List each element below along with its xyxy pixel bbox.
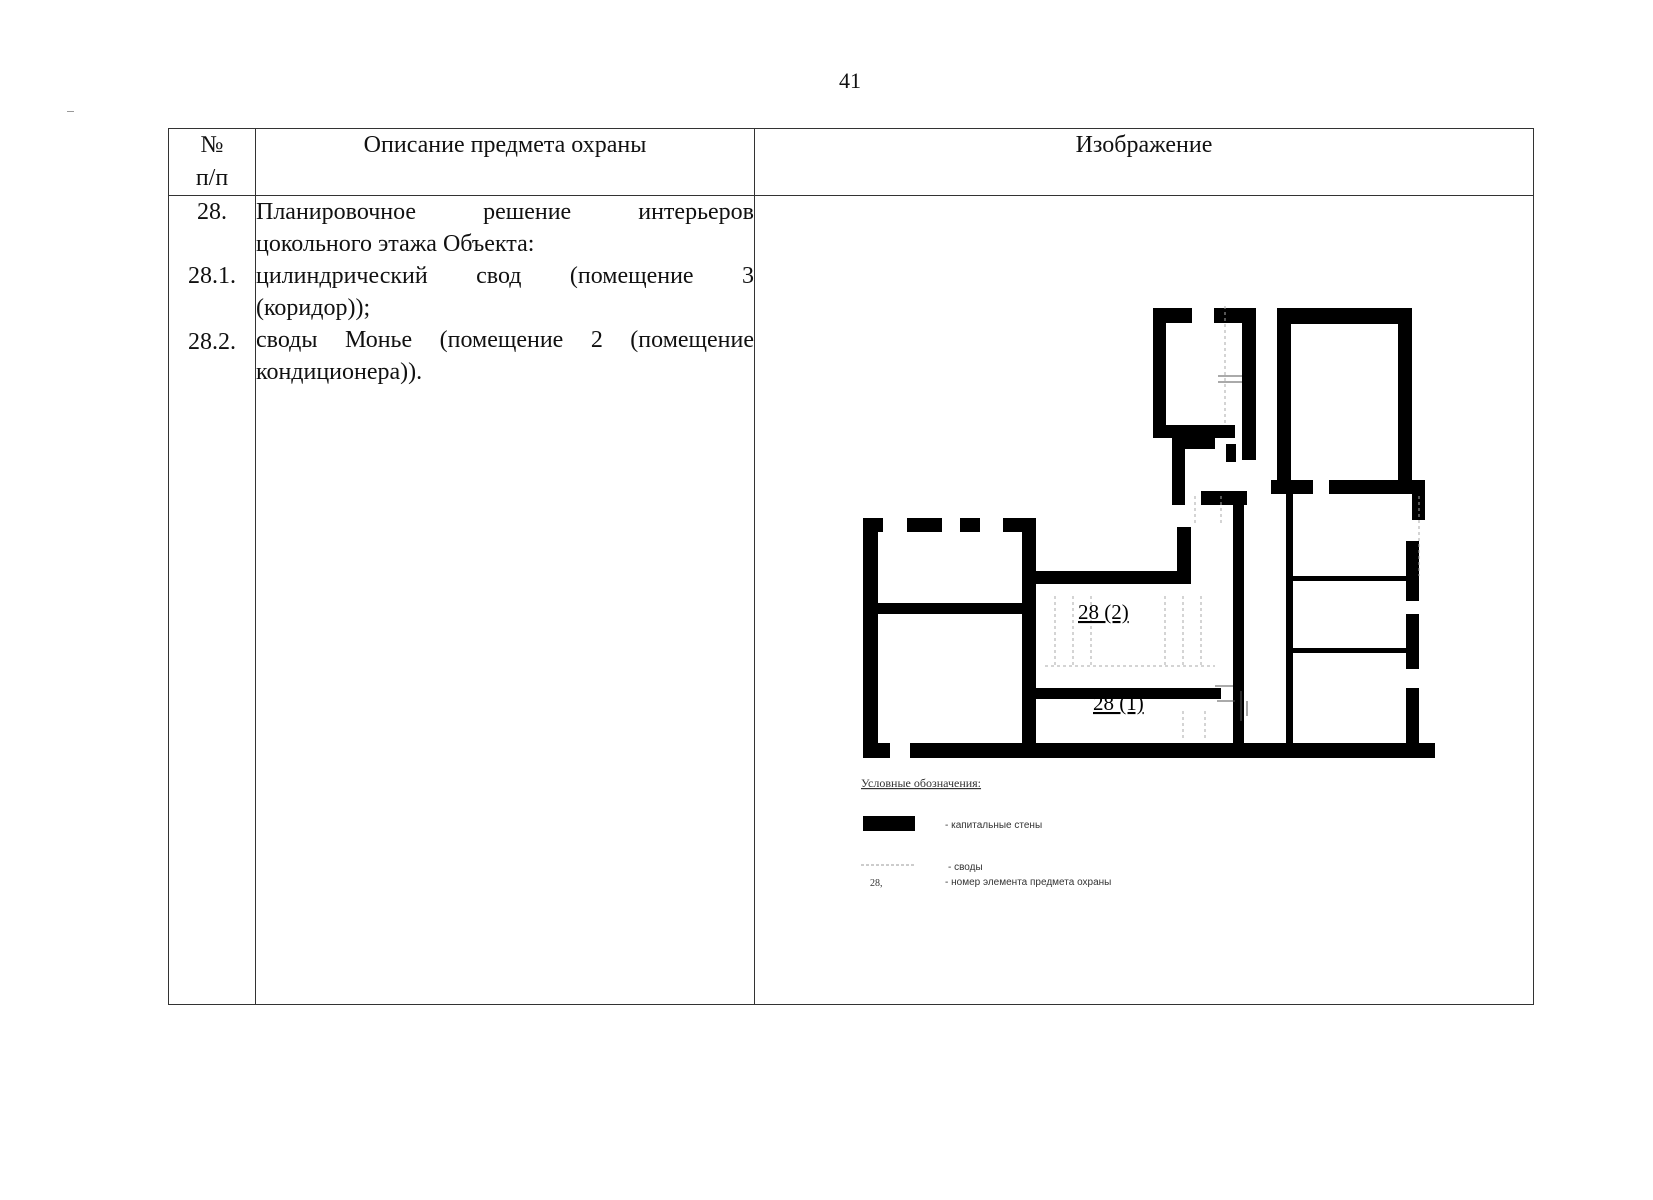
row-image: [755, 196, 1534, 1005]
header-description: Описание предмета охраны: [256, 129, 755, 196]
legend-sample-number: 28,: [870, 878, 883, 889]
legend-wall-swatch: [863, 816, 915, 831]
protection-table: [168, 128, 1534, 1005]
row-description: [256, 196, 755, 1005]
page-number: 41: [839, 68, 861, 93]
table-row: [169, 196, 1534, 1005]
desc-line: (коридор));: [256, 295, 371, 321]
row-number: 28.2.: [188, 329, 236, 355]
desc-line: цилиндрический свод (помещение 3: [256, 263, 754, 289]
row-number: 28.: [197, 199, 227, 225]
desc-line: Планировочное решение интерьеров: [256, 199, 754, 225]
row-numbers: [169, 196, 256, 1005]
vault-lines: [1045, 306, 1419, 741]
margin-mark: [67, 111, 74, 112]
header-number-sub: п/п: [195, 165, 229, 191]
legend-title: Условные обозначения:: [861, 776, 982, 790]
room-2-label: 28 (2): [1078, 600, 1129, 624]
legend-walls-text: - капитальные стены: [945, 820, 1043, 831]
desc-line: кондиционера)).: [256, 359, 423, 385]
header-number: [169, 129, 256, 196]
row-number: 28.1.: [188, 263, 236, 289]
room-1-label: 28 (1): [1093, 691, 1144, 715]
capital-walls: [863, 308, 1435, 758]
header-number-symbol: №: [200, 132, 224, 158]
desc-line: цокольного этажа Объекта:: [256, 231, 535, 257]
header-image: Изображение: [755, 129, 1534, 196]
legend-element-number-text: - номер элемента предмета охраны: [945, 877, 1112, 888]
desc-line: своды Монье (помещение 2 (помещение: [256, 327, 754, 353]
legend-vaults-text: - своды: [948, 862, 983, 873]
table-header-row: [169, 129, 1534, 196]
floor-plan: [755, 196, 1535, 1004]
